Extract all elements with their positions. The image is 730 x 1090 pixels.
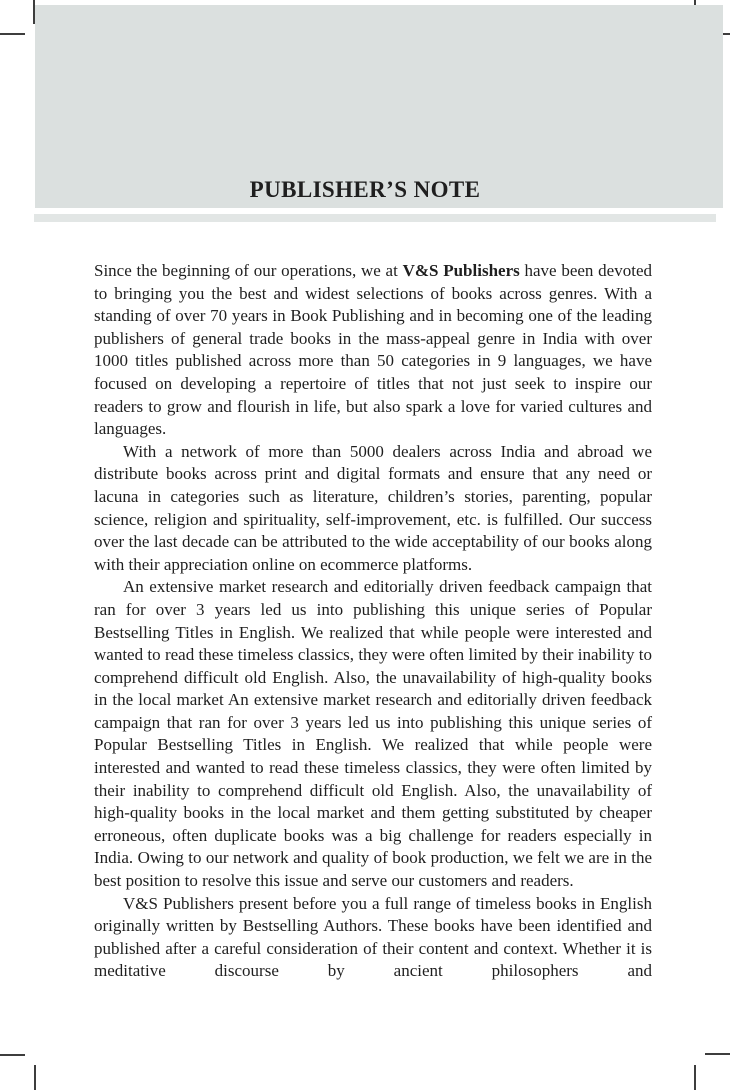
crop-mark-bottom-right-vertical	[694, 1065, 696, 1090]
publisher-name-bold: V&S Publishers	[402, 261, 520, 280]
paragraph	[94, 441, 652, 577]
page-title: PUBLISHER’S NOTE	[249, 177, 481, 202]
crop-mark-bottom-right-horizontal	[705, 1053, 730, 1055]
paragraph	[94, 576, 652, 892]
paragraph-text: An extensive market research and editorially driven feedback campaign that ran for over 3 years led us into publishing this unique series of Popular Bestselling Titles in English. We realized that while people were interested and wanted to read these timeless classics, they were often limited by their inability to comprehend difficult old English. Also, the unavailability of high-quality books in the local market An extensive market research and editorially driven feedback campaign that ran for over 3 years led us into publishing this unique series of Popular Bestselling Titles in English. We realized that while people were interested and wanted to read these timeless classics, they were often limited by their inability to comprehend difficult old English. Also, the unavailability of high-quality books in the local market and them getting substituted by cheaper erroneous, often duplicate books was a big challenge for readers especially in India. Owing to our network and quality of book production, we felt we are in the best position to resolve this issue and serve our customers and readers.	[94, 577, 652, 891]
paragraph-text: have been devoted to bringing you the best and widest selections of books across genres. With a standing of over 70 years in Book Publishing and in becoming one of the leading publishers of general trade books in the mass-appeal genre in India with over 1000 titles published across more than 50 categories in 9 languages, we have focused on developing a repertoire of titles that not just seek to inspire our readers to grow and flourish in life, but also spark a love for varied cultures and languages.	[94, 261, 652, 439]
paragraph-text: V&S Publishers present before you a full range of timeless books in English originally written by Bestselling Authors. These books have been identified and published after a careful consideration of their content and context. Whether it is meditative discourse by ancient philosophers and	[94, 893, 652, 981]
paragraph	[94, 893, 652, 983]
publishers-note-body	[94, 260, 652, 983]
title-band-echo-strip	[34, 214, 716, 222]
crop-mark-bottom-left-vertical	[34, 1065, 36, 1090]
paragraph	[94, 260, 652, 441]
crop-mark-top-left-horizontal	[0, 33, 25, 35]
paragraph-text: With a network of more than 5000 dealers across India and abroad we distribute books across print and digital formats and ensure that any need or lacuna in categories such as literature, children’s stories, parenting, popular science, religion and spirituality, self-improvement, etc. is fulfilled. Our success over the last decade can be attributed to the wide acceptability of our books along with their appreciation online on ecommerce platforms.	[94, 441, 652, 574]
paragraph-text: Since the beginning of our operations, we at	[94, 261, 403, 280]
crop-mark-bottom-left-horizontal	[0, 1054, 25, 1056]
